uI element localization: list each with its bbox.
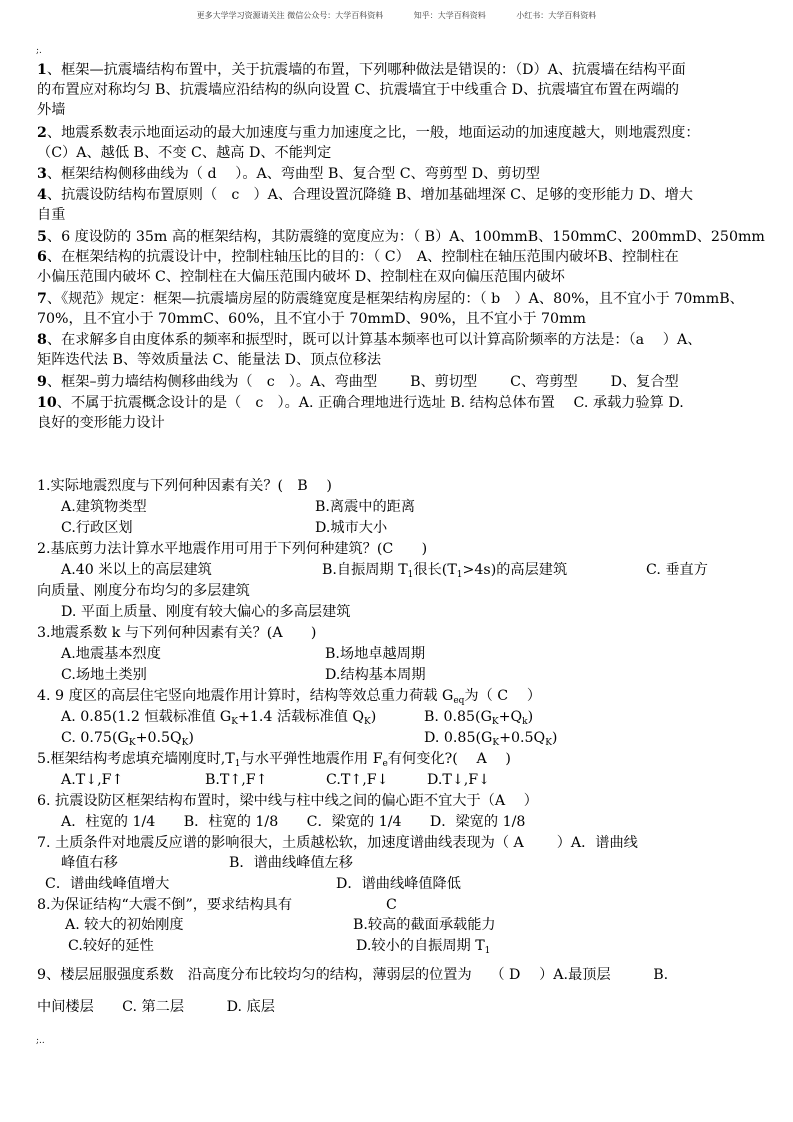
p1-q10-line1: 10、不属于抗震概念设计的是（ c ）。A. 正确合理地进行选址 B. 结构总体布置 C. 承载力验算 D. — [37, 395, 684, 411]
p1-q1-line1: 1、框架—抗震墙结构布置中，关于抗震墙的布置，下列哪种做法是错误的：（D）A、抗震墙在结构平面 — [37, 62, 686, 78]
p2-q5-option-b: B.T↑,F↑ — [205, 772, 268, 788]
header-wechat: 更多大学学习资源请关注 微信公众号：大学百科资料 — [196, 11, 384, 20]
p2-q3-option-b: B.场地卓越周期 — [325, 646, 426, 662]
top-mark: ;. — [36, 46, 42, 56]
p1-q2-line2: （C）A、越低 B、不变 C、越高 D、不能判定 — [37, 145, 332, 161]
p2-q2-stem: 2.基底剪力法计算水平地震作用可用于下列何种建筑？(C ) — [37, 541, 428, 557]
p2-q7-option-a-cont: 峰值右移 — [61, 855, 118, 871]
p2-q3-option-a: A.地震基本烈度 — [61, 646, 161, 662]
p2-q5-option-a: A.T↓,F↑ — [61, 772, 124, 788]
p2-q1-option-a: A.建筑物类型 — [61, 499, 147, 515]
p1-q8-line1: 8、在求解多自由度体系的频率和振型时，既可以计算基本频率也可以计算高阶频率的方法是：（a ）A、 — [37, 332, 702, 348]
p2-q9-line2: 中间楼层 C. 第二层 D. 底层 — [37, 999, 275, 1015]
p1-q7-line1: 7、《规范》规定：框架—抗震墙房屋的防震缝宽度是框架结构房屋的：（ b ）A、80%，且不宜小于 70mmB、 — [37, 291, 744, 307]
p2-q8-option-c: C.较好的延性 — [68, 938, 154, 954]
bottom-mark: ;.. — [36, 1036, 45, 1046]
p1-q7-line2: 70%，且不宜小于 70mmC、60%，且不宜小于 70mmD、90%，且不宜小于 70mm — [37, 311, 586, 327]
p2-q5-option-c: C.T↑,F↓ — [326, 772, 389, 788]
p2-q5-stem: 5.框架结构考虑填充墙刚度时$,T_1$与水平弹性地震作用 $F_e$有何变化?( A ) — [37, 751, 511, 769]
p1-q5-line1: 5、6 度设防的 35m 高的框架结构，其防震缝的宽度应为：（ B）A、100mmB、150mmC、200mmD、250mm — [37, 229, 765, 245]
p2-q7-option-d: D．谱曲线峰值降低 — [336, 876, 461, 892]
p1-q2-line1: 2、地震系数表示地面运动的最大加速度与重力加速度之比，一般，地面运动的加速度越大，则地震烈度： — [37, 125, 700, 141]
p2-q1-stem: 1.实际地震烈度与下列何种因素有关？( B ) — [37, 478, 332, 494]
p1-q6-line2: 小偏压范围内破坏 C、控制柱在大偏压范围内破坏 D、控制柱在双向偏压范围内破坏 — [37, 269, 565, 285]
p2-q7-option-c: C．谱曲线峰值增大 — [45, 876, 170, 892]
p2-q3-option-d: D.结构基本周期 — [325, 667, 426, 683]
p2-q4-option-b: B. $0.85(G_K+Q_k)$ — [424, 709, 534, 727]
p2-q8-option-d: D.较小的自振周期 $T_1$ — [356, 938, 491, 956]
p2-q7-option-b: B．谱曲线峰值左移 — [229, 855, 353, 871]
p2-q1-option-b: B.离震中的距离 — [315, 499, 416, 515]
p1-q6-line1: 6、在框架结构的抗震设计中，控制柱轴压比的目的：（ C） A、控制柱在轴压范围内破坏B、控制柱在 — [37, 249, 679, 265]
p2-q8-option-b: B.较高的截面承载能力 — [353, 917, 496, 933]
p2-q9-line1: 9、楼层屈服强度系数 沿高度分布比较均匀的结构，薄弱层的位置为 （ D ）A.最顶层 B. — [37, 967, 669, 983]
p1-q4-line2: 自重 — [37, 207, 66, 223]
p2-q3-stem: 3.地震系数 k 与下列何种因素有关？(A ) — [37, 625, 317, 641]
p2-q2-option-b: B.自振周期 $T_1$很长$(T_1>4s)$的高层建筑 — [322, 562, 568, 580]
p2-q4-option-c: C. $0.75(G_K+0.5Q_K)$ — [61, 730, 194, 748]
p2-q8-option-a: A. 较大的初始刚度 — [65, 917, 184, 933]
p2-q7-stem: 7. 土质条件对地震反应谱的影响很大，土质越松软，加速度谱曲线表现为（ A ）A．谱曲线 — [37, 835, 638, 851]
p2-q2-option-d: D. 平面上质量、刚度有较大偏心的多高层建筑 — [61, 604, 351, 620]
p2-q4-stem: 4. 9 度区的高层住宅竖向地震作用计算时，结构等效总重力荷载 $G_{eq}$为（ C ） — [37, 688, 542, 706]
p1-q10-line2: 良好的变形能力设计 — [37, 415, 165, 431]
p2-q8-answer: C — [386, 897, 397, 913]
page-header — [0, 10, 793, 21]
p2-q6-stem: 6. 抗震设防区框架结构布置时，梁中线与柱中线之间的偏心距不宜大于（A ） — [37, 793, 538, 809]
p2-q3-option-c: C.场地土类别 — [61, 667, 147, 683]
p2-q2-option-a: A.40 米以上的高层建筑 — [61, 562, 212, 578]
p1-q8-line2: 矩阵迭代法 B、等效质量法 C、能量法 D、顶点位移法 — [37, 352, 382, 368]
p2-q2-option-c-part2: 向质量、刚度分布均匀的多层建筑 — [37, 583, 250, 599]
p1-q1-line2: 的布置应对称均匀 B、抗震墙应沿结构的纵向设置 C、抗震墙宜于中线重合 D、抗震墙宜布置在两端的 — [37, 82, 680, 98]
p1-q4-line1: 4、抗震设防结构布置原则（ c ）A、合理设置沉降缝 B、增加基础埋深 C、足够的变形能力 D、增大 — [37, 187, 693, 203]
header-xiaohongshu: 小红书：大学百科资料 — [516, 11, 597, 20]
p1-q3-line1: 3、框架结构侧移曲线为（ d ）。A、弯曲型 B、复合型 C、弯剪型 D、剪切型 — [37, 166, 540, 182]
p2-q8-stem: 8.为保证结构“大震不倒”，要求结构具有 — [37, 897, 293, 913]
p2-q1-option-c: C.行政区划 — [61, 520, 133, 536]
p1-q9-line1: 9、框架–剪力墙结构侧移曲线为（ c ）。A、弯曲型 B、剪切型 C、弯剪型 D、复合型 — [37, 374, 679, 390]
p2-q6-options: A．柱宽的 1/4 B．柱宽的 1/8 C．梁宽的 1/4 D．梁宽的 1/8 — [61, 814, 526, 830]
p2-q2-option-c-part1: C. 垂直方 — [646, 562, 708, 578]
p1-q1-line3: 外墙 — [37, 102, 66, 118]
p2-q1-option-d: D.城市大小 — [315, 520, 388, 536]
header-zhihu: 知乎：大学百科资料 — [413, 11, 486, 20]
p2-q4-option-a: A. 0.85(1.2 恒载标准值 $G_K+1.4$ 活载标准值 $Q_K$) — [61, 709, 377, 727]
p2-q4-option-d: D. $0.85(G_K+0.5Q_K)$ — [424, 730, 558, 748]
p2-q5-option-d: D.T↓,F↓ — [427, 772, 490, 788]
